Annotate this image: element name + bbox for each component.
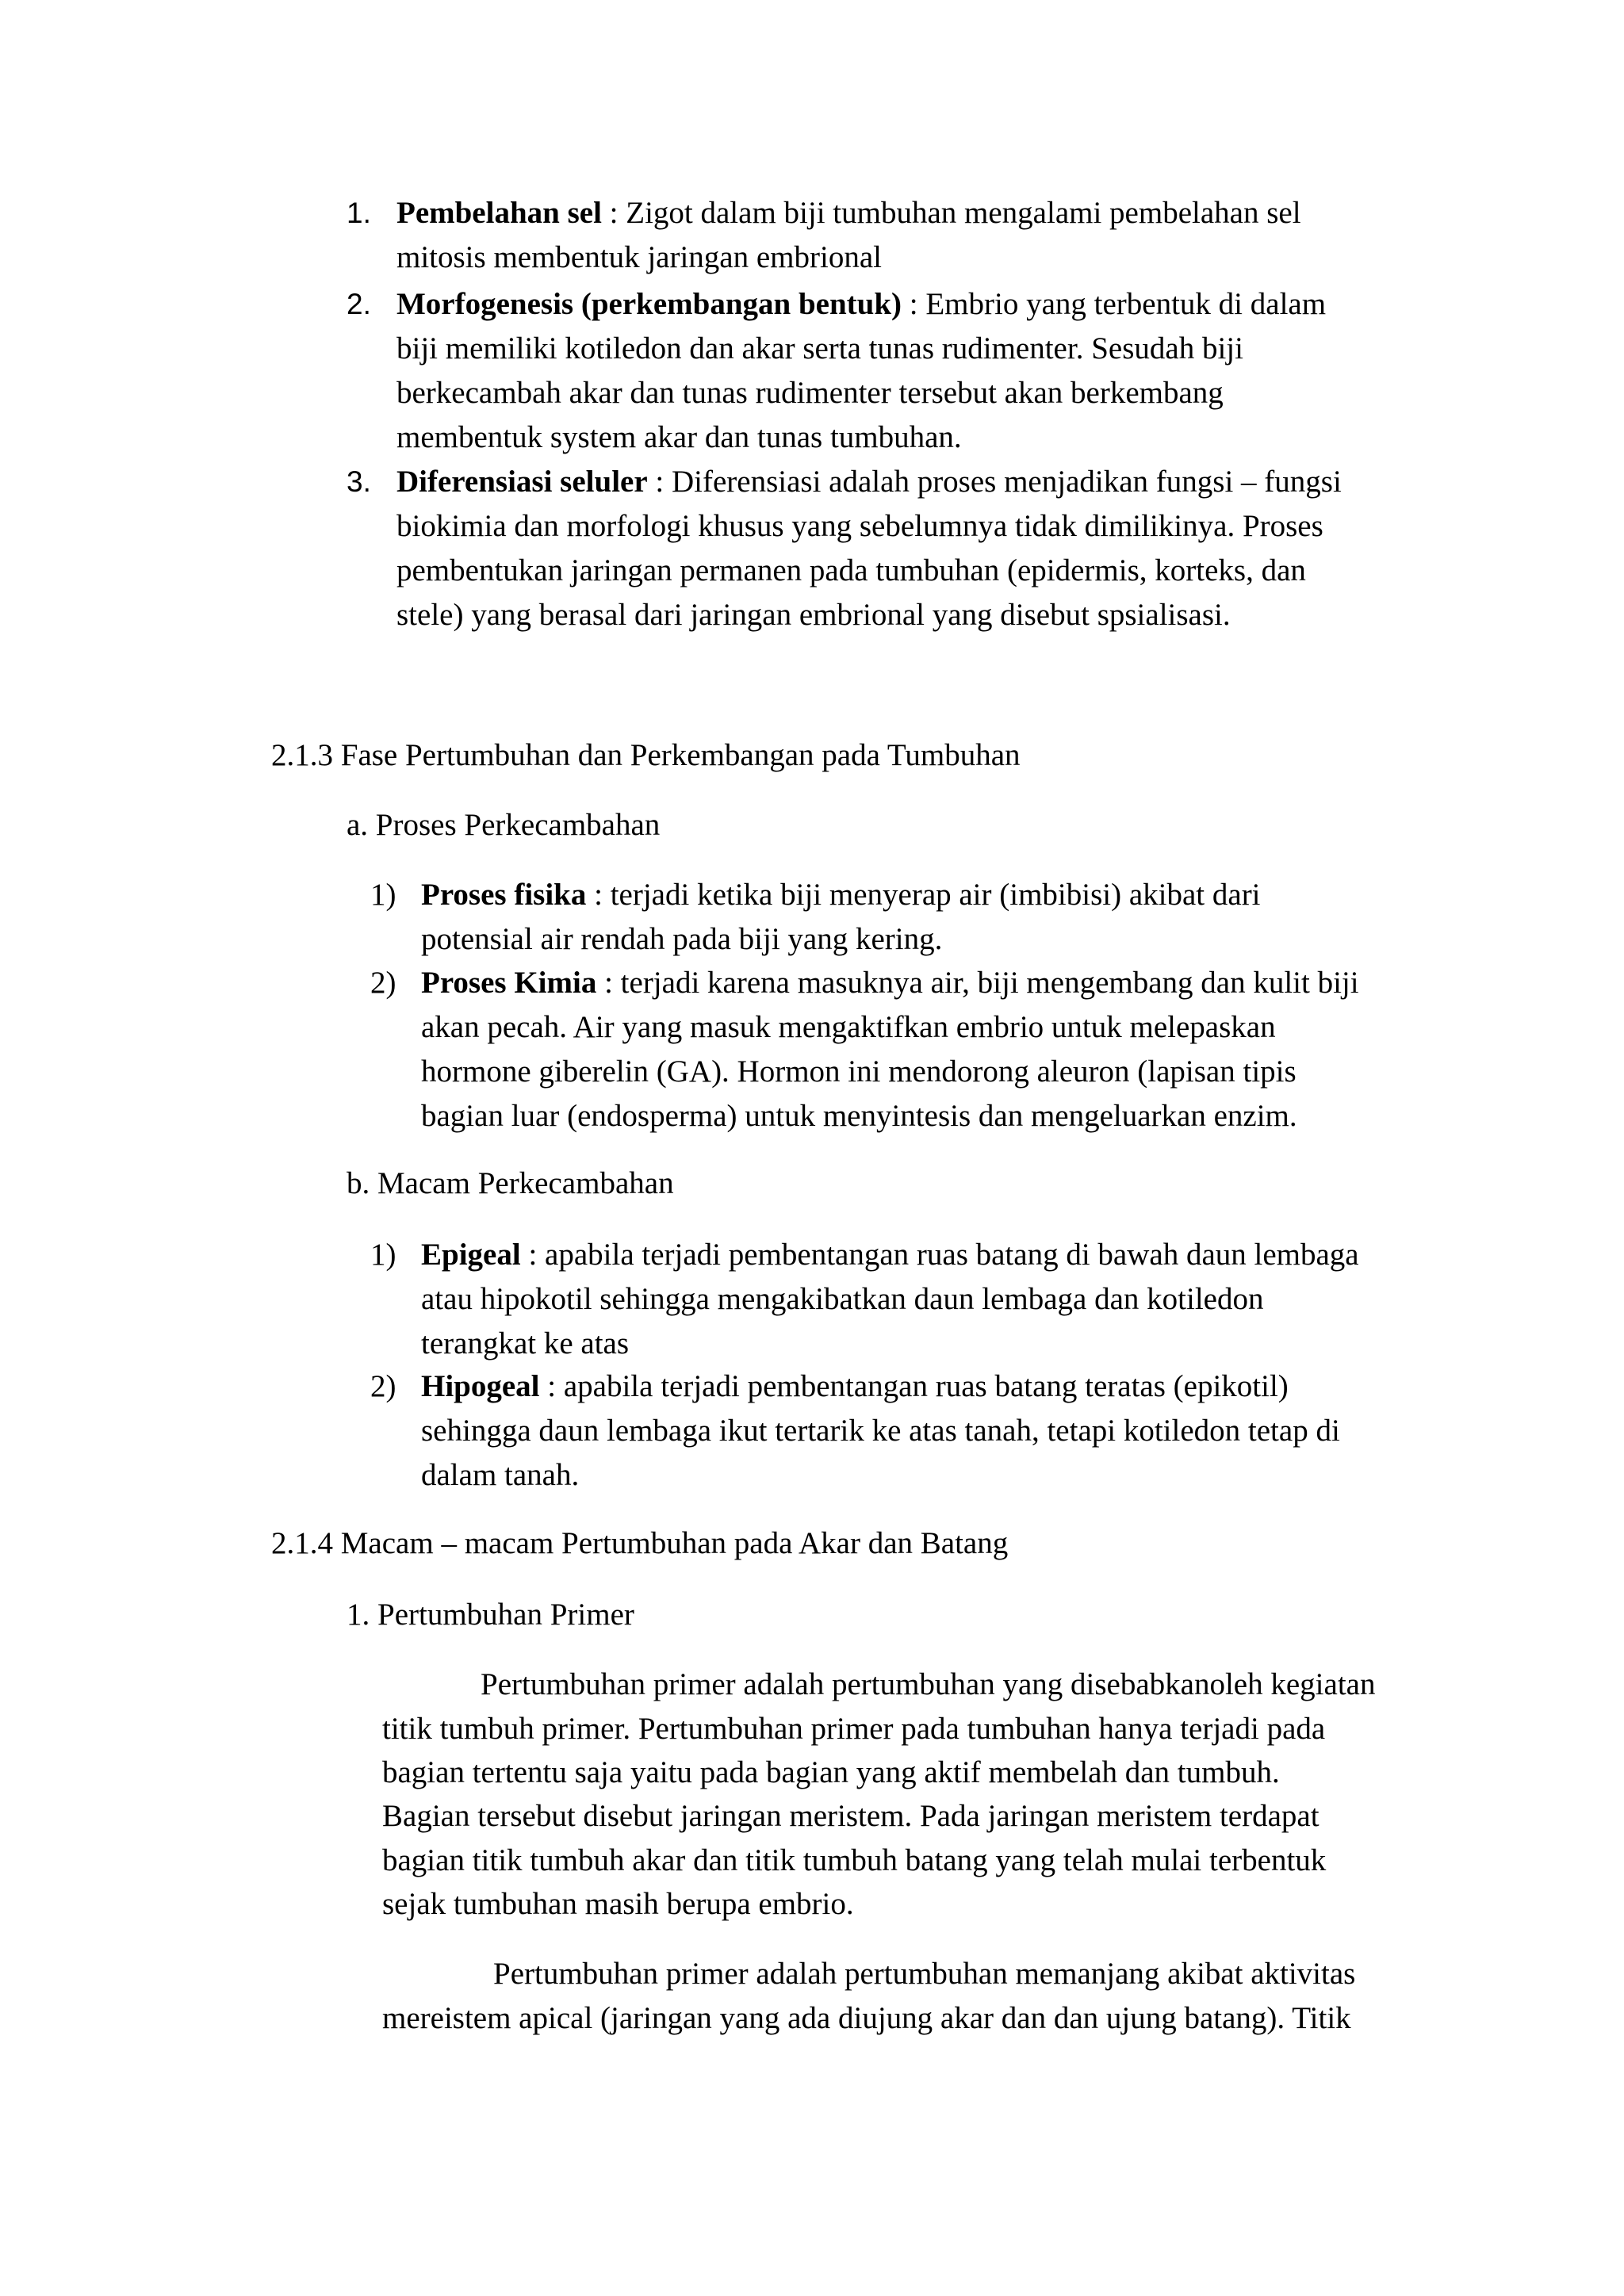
list-item-line: Proses Kimia : terjadi karena masuknya air, biji mengembang dan kulit biji <box>421 966 1359 1000</box>
subsection-heading: a. Proses Perkecambahan <box>347 808 661 842</box>
paragraph-line: Bagian tersebut disebut jaringan meristem. Pada jaringan meristem terdapat <box>382 1799 1320 1833</box>
list-item-line: berkecambah akar dan tunas rudimenter tersebut akan berkembang <box>396 376 1224 410</box>
list-item-line: bagian luar (endosperma) untuk menyintesis dan mengeluarkan enzim. <box>421 1099 1297 1133</box>
list-item-line: hormone giberelin (GA). Hormon ini mendorong aleuron (lapisan tipis <box>421 1054 1297 1089</box>
list-number: 1) <box>370 878 396 912</box>
list-number: 3. <box>347 465 371 498</box>
list-item-line: biji memiliki kotiledon dan akar serta tunas rudimenter. Sesudah biji <box>396 331 1243 365</box>
list-term: Pembelahan sel <box>396 196 602 230</box>
list-item-line: Hipogeal : apabila terjadi pembentangan ruas batang teratas (epikotil) <box>421 1369 1289 1403</box>
list-item-line: pembentukan jaringan permanen pada tumbuhan (epidermis, korteks, dan <box>396 553 1306 587</box>
paragraph-line: Pertumbuhan primer adalah pertumbuhan memanjang akibat aktivitas <box>493 1957 1356 1991</box>
list-number: 1) <box>370 1238 396 1272</box>
list-term: Proses Kimia <box>421 966 597 1000</box>
list-item-line: Diferensiasi seluler : Diferensiasi adalah proses menjadikan fungsi – fungsi <box>396 465 1342 499</box>
section-heading: 2.1.3 Fase Pertumbuhan dan Perkembangan pada Tumbuhan <box>271 738 1021 772</box>
paragraph-line: mereistem apical (jaringan yang ada diujung akar dan dan ujung batang). Titik <box>382 2001 1351 2035</box>
section-heading: 2.1.4 Macam – macam Pertumbuhan pada Akar dan Batang <box>271 1526 1009 1560</box>
list-item-line: membentuk system akar dan tunas tumbuhan. <box>396 420 962 454</box>
list-term: Morfogenesis (perkembangan bentuk) <box>396 287 902 321</box>
subsection-heading: 1. Pertumbuhan Primer <box>347 1598 634 1632</box>
list-item-line: dalam tanah. <box>421 1458 580 1492</box>
list-term: Diferensiasi seluler <box>396 465 648 499</box>
list-item-line: terangkat ke atas <box>421 1326 630 1360</box>
list-term: Proses fisika <box>421 878 587 912</box>
list-item-line: stele) yang berasal dari jaringan embrional yang disebut spsialisasi. <box>396 598 1231 632</box>
paragraph-line: bagian titik tumbuh akar dan titik tumbuh batang yang telah mulai terbentuk <box>382 1843 1327 1877</box>
paragraph-line: bagian tertentu saja yaitu pada bagian yang aktif membelah dan tumbuh. <box>382 1755 1280 1789</box>
list-term: Hipogeal <box>421 1369 540 1403</box>
list-number: 2. <box>347 288 371 320</box>
list-term: Epigeal <box>421 1238 521 1272</box>
list-item-line: Epigeal : apabila terjadi pembentangan ruas batang di bawah daun lembaga <box>421 1238 1359 1272</box>
paragraph-line: titik tumbuh primer. Pertumbuhan primer pada tumbuhan hanya terjadi pada <box>382 1712 1326 1746</box>
list-number: 1. <box>347 197 371 229</box>
list-item-line: Morfogenesis (perkembangan bentuk) : Embrio yang terbentuk di dalam <box>396 287 1327 321</box>
list-item-line: Proses fisika : terjadi ketika biji menyerap air (imbibisi) akibat dari <box>421 878 1261 912</box>
list-item-line: atau hipokotil sehingga mengakibatkan daun lembaga dan kotiledon <box>421 1282 1264 1316</box>
list-item-line: sehingga daun lembaga ikut tertarik ke atas tanah, tetapi kotiledon tetap di <box>421 1414 1340 1448</box>
list-item-line: mitosis membentuk jaringan embrional <box>396 240 882 274</box>
subsection-heading: b. Macam Perkecambahan <box>347 1166 674 1200</box>
list-number: 2) <box>370 966 396 1000</box>
list-number: 2) <box>370 1369 396 1403</box>
list-item-line: biokimia dan morfologi khusus yang sebelumnya tidak dimilikinya. Proses <box>396 509 1323 543</box>
paragraph-line: sejak tumbuhan masih berupa embrio. <box>382 1887 854 1921</box>
list-item-line: akan pecah. Air yang masuk mengaktifkan embrio untuk melepaskan <box>421 1010 1276 1044</box>
list-item-line: Pembelahan sel : Zigot dalam biji tumbuhan mengalami pembelahan sel <box>396 196 1301 230</box>
paragraph-line: Pertumbuhan primer adalah pertumbuhan yang disebabkanoleh kegiatan <box>481 1667 1376 1701</box>
list-item-line: potensial air rendah pada biji yang kering. <box>421 922 943 956</box>
